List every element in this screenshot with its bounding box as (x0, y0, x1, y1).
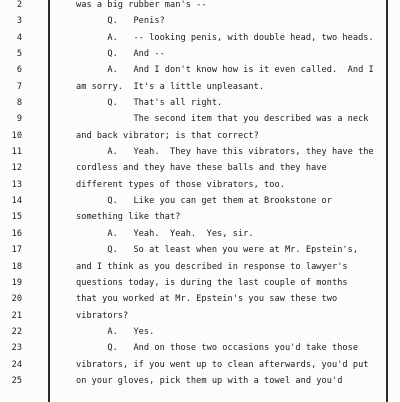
transcript-line (0, 308, 400, 324)
line-number: 15 (11, 212, 22, 223)
transcript-line (0, 259, 400, 275)
line-number: 16 (11, 228, 22, 239)
line-number: 18 (11, 261, 22, 272)
line-text: The second item that you described was a neck (76, 114, 369, 125)
transcript-line (0, 275, 400, 291)
line-number: 5 (16, 49, 22, 60)
line-number: 25 (11, 375, 22, 386)
line-text: cordless and they have these balls and they have (76, 163, 327, 174)
line-text: and back vibrator; is that correct? (76, 130, 259, 141)
line-number: 7 (16, 81, 22, 92)
line-text: Q. Like you can get them at Brookstone or (76, 196, 332, 207)
line-text: A. Yeah. They have this vibrators, they have the (76, 147, 374, 158)
transcript-line (0, 324, 400, 340)
transcript-line (0, 160, 400, 176)
transcript-line (0, 46, 400, 62)
line-number: 4 (16, 32, 22, 43)
line-text: something like that? (76, 212, 181, 223)
line-text: different types of those vibrators, too. (76, 179, 285, 190)
transcript-line (0, 373, 400, 389)
line-text: Q. Penis? (76, 16, 165, 27)
line-text: A. And I don't know how is it even called. And I (76, 65, 374, 76)
transcript-line (0, 0, 400, 13)
line-text: vibrators, if you went up to clean afterwards, you'd put (76, 359, 369, 370)
transcript-line (0, 111, 400, 127)
transcript-line (0, 177, 400, 193)
transcript-line (0, 79, 400, 95)
line-text: on your gloves, pick them up with a towel and you'd (76, 375, 343, 386)
line-number: 12 (11, 163, 22, 174)
line-number: 23 (11, 343, 22, 354)
line-text: A. Yes. (76, 326, 155, 337)
transcript-line (0, 226, 400, 242)
transcript-line (0, 62, 400, 78)
transcript-line (0, 209, 400, 225)
line-text: questions today, is during the last couple of months (76, 277, 348, 288)
transcript-line (0, 128, 400, 144)
line-number: 6 (16, 65, 22, 76)
line-number: 11 (11, 147, 22, 158)
transcript-line (0, 291, 400, 307)
line-number: 2 (16, 0, 22, 10)
transcript-line (0, 95, 400, 111)
line-number: 14 (11, 196, 22, 207)
transcript-line (0, 144, 400, 160)
line-text: and I think as you described in response to lawyer's (76, 261, 348, 272)
line-number: 22 (11, 326, 22, 337)
line-text: Q. And on those two occasions you'd take those (76, 343, 359, 354)
line-number: 8 (16, 98, 22, 109)
line-text: A. -- looking penis, with double head, two heads. (76, 32, 374, 43)
line-number: 24 (11, 359, 22, 370)
line-number: 13 (11, 179, 22, 190)
line-text: Q. And -- (76, 49, 165, 60)
line-text: was a big rubber man's -- (76, 0, 207, 10)
line-number: 20 (11, 294, 22, 305)
line-text: Q. That's all right. (76, 98, 223, 109)
transcript-line (0, 242, 400, 258)
line-number: 3 (16, 16, 22, 27)
line-number: 19 (11, 277, 22, 288)
transcript-line (0, 193, 400, 209)
transcript-line (0, 340, 400, 356)
line-text: Q. So at least when you were at Mr. Epstein's, (76, 245, 359, 256)
line-text: that you worked at Mr. Epstein's you saw these two (76, 294, 338, 305)
transcript-line (0, 13, 400, 29)
transcript-line (0, 357, 400, 373)
line-number: 9 (16, 114, 22, 125)
line-number: 21 (11, 310, 22, 321)
line-text: A. Yeah. Yeah. Yes, sir. (76, 228, 254, 239)
line-number: 10 (11, 130, 22, 141)
line-text: am sorry. It's a little unpleasant. (76, 81, 265, 92)
line-number: 17 (11, 245, 22, 256)
transcript-line (0, 30, 400, 46)
line-text: vibrators? (76, 310, 129, 321)
